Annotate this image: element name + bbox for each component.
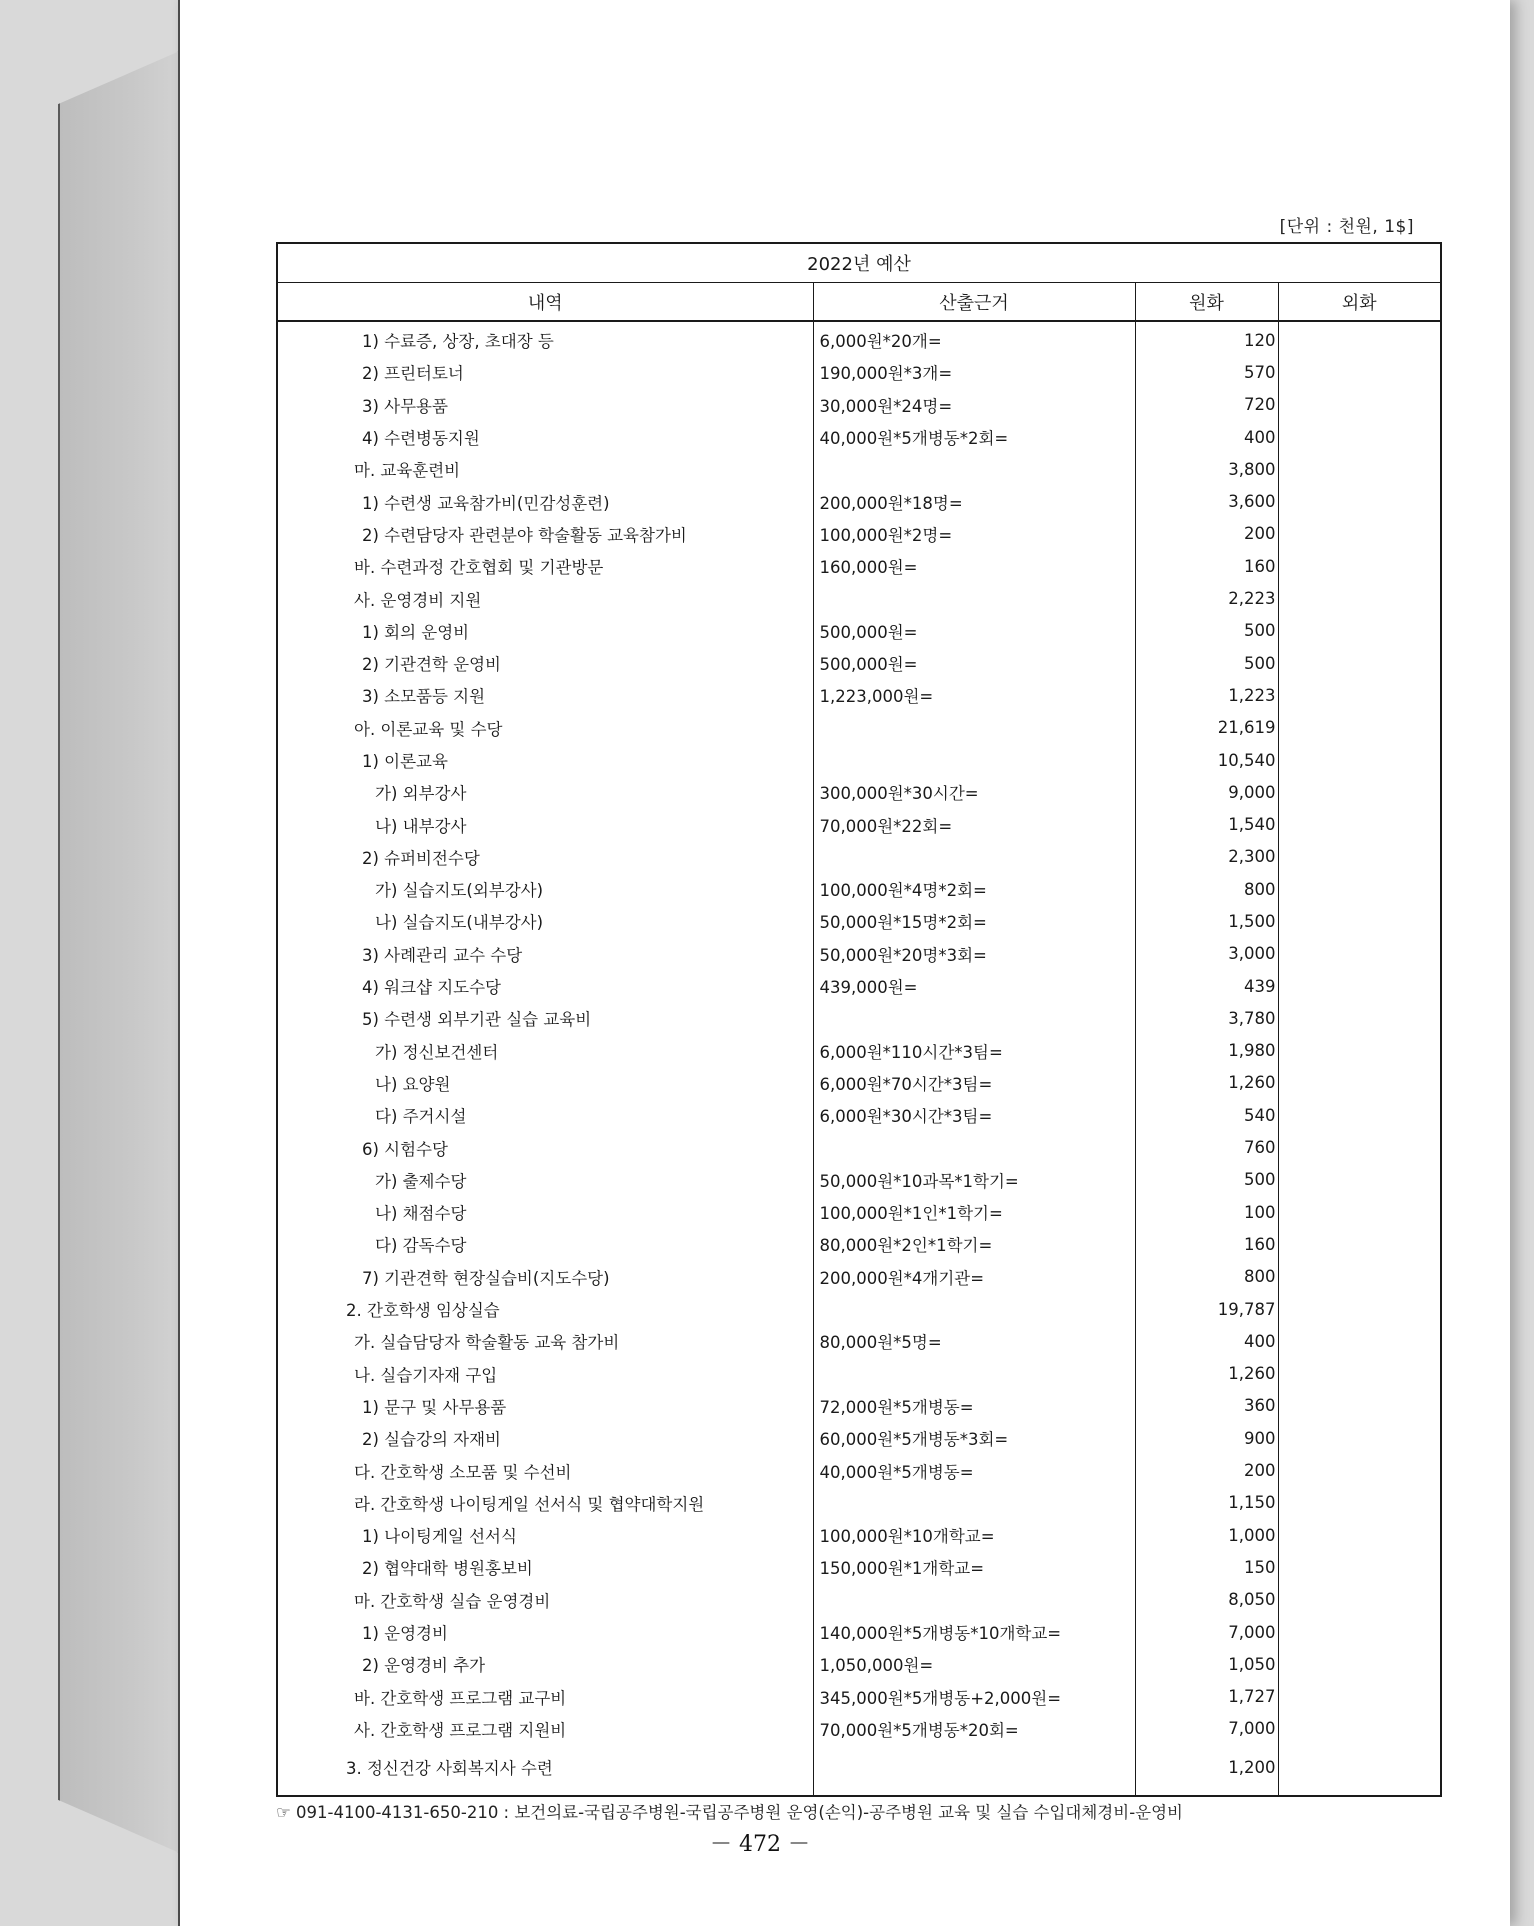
book-spine-edge (58, 50, 182, 1854)
cell-item: 마. 교육훈련비 (277, 453, 813, 485)
cell-basis (813, 744, 1135, 776)
cell-krw: 1,500 (1135, 905, 1278, 937)
cell-foreign (1278, 485, 1441, 517)
cell-basis (813, 1487, 1135, 1519)
table-row (277, 841, 1441, 873)
cell-item: 다) 감독수당 (277, 1228, 813, 1260)
table-row (277, 389, 1441, 421)
header-item: 내역 (277, 283, 813, 322)
table-row (277, 518, 1441, 550)
cell-krw: 3,600 (1135, 485, 1278, 517)
cell-foreign (1278, 582, 1441, 614)
cell-foreign (1278, 905, 1441, 937)
cell-krw: 900 (1135, 1422, 1278, 1454)
cell-item: 나) 채점수당 (277, 1196, 813, 1228)
cell-foreign (1278, 1035, 1441, 1067)
cell-basis (813, 1358, 1135, 1390)
cell-item: 7) 기관견학 현장실습비(지도수당) (277, 1261, 813, 1293)
cell-basis: 70,000원*5개병동*20회= (813, 1713, 1135, 1745)
cell-foreign (1278, 744, 1441, 776)
cell-foreign (1278, 615, 1441, 647)
cell-basis: 150,000원*1개학교= (813, 1551, 1135, 1583)
cell-item: 4) 수련병동지원 (277, 421, 813, 453)
cell-krw: 200 (1135, 518, 1278, 550)
header-basis: 산출근거 (813, 283, 1135, 322)
cell-foreign (1278, 356, 1441, 388)
table-row (277, 1293, 1441, 1325)
cell-foreign (1278, 1002, 1441, 1034)
cell-foreign (1278, 518, 1441, 550)
table-row (277, 1325, 1441, 1357)
cell-krw: 1,050 (1135, 1648, 1278, 1680)
cell-krw: 150 (1135, 1551, 1278, 1583)
cell-basis: 6,000원*30시간*3팀= (813, 1099, 1135, 1131)
cell-foreign (1278, 1551, 1441, 1583)
cell-basis: 6,000원*70시간*3팀= (813, 1067, 1135, 1099)
cell-basis: 50,000원*15명*2회= (813, 905, 1135, 937)
table-row (277, 1422, 1441, 1454)
cell-item: 2. 간호학생 임상실습 (277, 1293, 813, 1325)
account-code-footnote: ☞ 091-4100-4131-650-210 : 보건의료-국립공주병원-국립공주병원 운영(손익)-공주병원 교육 및 실습 수입대체경비-운영비 (276, 1803, 1183, 1822)
cell-foreign (1278, 1358, 1441, 1390)
cell-item: 3) 사무용품 (277, 389, 813, 421)
table-row (277, 1616, 1441, 1648)
cell-basis: 100,000원*4명*2회= (813, 873, 1135, 905)
cell-krw: 2,223 (1135, 582, 1278, 614)
cell-krw: 720 (1135, 389, 1278, 421)
cell-foreign (1278, 1584, 1441, 1616)
header-foreign: 외화 (1278, 283, 1441, 322)
cell-basis: 72,000원*5개병동= (813, 1390, 1135, 1422)
cell-basis: 6,000원*20개= (813, 321, 1135, 356)
cell-basis (813, 453, 1135, 485)
cell-foreign (1278, 1680, 1441, 1712)
table-row (277, 647, 1441, 679)
table-row (277, 1164, 1441, 1196)
cell-basis: 40,000원*5개병동*2회= (813, 421, 1135, 453)
cell-basis: 160,000원= (813, 550, 1135, 582)
cell-item: 2) 기관견학 운영비 (277, 647, 813, 679)
cell-basis (813, 1131, 1135, 1163)
table-row (277, 1002, 1441, 1034)
cell-basis: 439,000원= (813, 970, 1135, 1002)
cell-foreign (1278, 808, 1441, 840)
cell-item: 1) 이론교육 (277, 744, 813, 776)
cell-item: 6) 시험수당 (277, 1131, 813, 1163)
cell-basis: 30,000원*24명= (813, 389, 1135, 421)
cell-krw: 1,260 (1135, 1067, 1278, 1099)
cell-foreign (1278, 712, 1441, 744)
cell-basis (813, 1293, 1135, 1325)
page-number: － 472 － (710, 1832, 810, 1857)
cell-krw: 3,780 (1135, 1002, 1278, 1034)
cell-basis: 50,000원*20명*3회= (813, 938, 1135, 970)
cell-item: 3) 소모품등 지원 (277, 679, 813, 711)
cell-foreign (1278, 1131, 1441, 1163)
table-row (277, 1035, 1441, 1067)
cell-krw: 21,619 (1135, 712, 1278, 744)
cell-krw: 8,050 (1135, 1584, 1278, 1616)
table-row (277, 776, 1441, 808)
cell-krw: 500 (1135, 615, 1278, 647)
cell-foreign (1278, 1519, 1441, 1551)
cell-basis: 6,000원*110시간*3팀= (813, 1035, 1135, 1067)
cell-krw: 360 (1135, 1390, 1278, 1422)
table-row (277, 938, 1441, 970)
table-row (277, 1099, 1441, 1131)
cell-item: 2) 운영경비 추가 (277, 1648, 813, 1680)
table-row (277, 1745, 1441, 1796)
cell-item: 1) 나이팅게일 선서식 (277, 1519, 813, 1551)
cell-krw: 400 (1135, 421, 1278, 453)
cell-krw: 3,000 (1135, 938, 1278, 970)
cell-krw: 1,223 (1135, 679, 1278, 711)
cell-krw: 1,540 (1135, 808, 1278, 840)
cell-krw: 10,540 (1135, 744, 1278, 776)
cell-krw: 7,000 (1135, 1713, 1278, 1745)
cell-basis: 100,000원*2명= (813, 518, 1135, 550)
table-row (277, 356, 1441, 388)
table-row (277, 1551, 1441, 1583)
cell-krw: 1,200 (1135, 1745, 1278, 1796)
cell-basis (813, 582, 1135, 614)
cell-krw: 120 (1135, 321, 1278, 356)
cell-basis: 60,000원*5개병동*3회= (813, 1422, 1135, 1454)
cell-krw: 1,980 (1135, 1035, 1278, 1067)
cell-item: 1) 수료증, 상장, 초대장 등 (277, 321, 813, 356)
table-row (277, 550, 1441, 582)
cell-foreign (1278, 453, 1441, 485)
cell-item: 2) 슈퍼비전수당 (277, 841, 813, 873)
table-body (277, 321, 1441, 1796)
cell-item: 가) 실습지도(외부강사) (277, 873, 813, 905)
cell-basis: 100,000원*10개학교= (813, 1519, 1135, 1551)
table-title: 2022년 예산 (277, 243, 1441, 283)
cell-krw: 19,787 (1135, 1293, 1278, 1325)
table-row (277, 1713, 1441, 1745)
table-row (277, 1358, 1441, 1390)
cell-foreign (1278, 1648, 1441, 1680)
cell-foreign (1278, 1067, 1441, 1099)
cell-krw: 439 (1135, 970, 1278, 1002)
cell-krw: 2,300 (1135, 841, 1278, 873)
cell-foreign (1278, 1390, 1441, 1422)
cell-basis: 345,000원*5개병동+2,000원= (813, 1680, 1135, 1712)
cell-item: 1) 문구 및 사무용품 (277, 1390, 813, 1422)
table-row (277, 712, 1441, 744)
cell-foreign (1278, 1196, 1441, 1228)
table-row (277, 1131, 1441, 1163)
table-row (277, 1680, 1441, 1712)
cell-basis: 200,000원*18명= (813, 485, 1135, 517)
cell-basis: 50,000원*10과목*1학기= (813, 1164, 1135, 1196)
table-row (277, 1261, 1441, 1293)
cell-foreign (1278, 1261, 1441, 1293)
cell-foreign (1278, 873, 1441, 905)
cell-foreign (1278, 421, 1441, 453)
cell-basis: 190,000원*3개= (813, 356, 1135, 388)
cell-item: 마. 간호학생 실습 운영경비 (277, 1584, 813, 1616)
document-page (178, 0, 1510, 1926)
cell-krw: 7,000 (1135, 1616, 1278, 1648)
cell-krw: 3,800 (1135, 453, 1278, 485)
cell-krw: 540 (1135, 1099, 1278, 1131)
cell-basis: 500,000원= (813, 647, 1135, 679)
cell-item: 4) 워크샵 지도수당 (277, 970, 813, 1002)
cell-foreign (1278, 1616, 1441, 1648)
table-row (277, 1454, 1441, 1486)
cell-basis (813, 1745, 1135, 1796)
header-krw: 원화 (1135, 283, 1278, 322)
cell-foreign (1278, 1325, 1441, 1357)
cell-basis (813, 841, 1135, 873)
cell-foreign (1278, 938, 1441, 970)
cell-basis: 100,000원*1인*1학기= (813, 1196, 1135, 1228)
cell-item: 사. 간호학생 프로그램 지원비 (277, 1713, 813, 1745)
cell-basis (813, 1002, 1135, 1034)
cell-foreign (1278, 970, 1441, 1002)
cell-basis: 1,223,000원= (813, 679, 1135, 711)
table-row (277, 873, 1441, 905)
table-row (277, 615, 1441, 647)
table-row (277, 808, 1441, 840)
cell-krw: 1,150 (1135, 1487, 1278, 1519)
cell-foreign (1278, 647, 1441, 679)
cell-foreign (1278, 841, 1441, 873)
cell-krw: 200 (1135, 1454, 1278, 1486)
cell-foreign (1278, 1713, 1441, 1745)
cell-basis: 1,050,000원= (813, 1648, 1135, 1680)
cell-item: 3. 정신건강 사회복지사 수련 (277, 1745, 813, 1796)
cell-basis: 140,000원*5개병동*10개학교= (813, 1616, 1135, 1648)
cell-foreign (1278, 1099, 1441, 1131)
cell-basis (813, 1584, 1135, 1616)
table-row (277, 485, 1441, 517)
cell-krw: 500 (1135, 647, 1278, 679)
cell-item: 아. 이론교육 및 수당 (277, 712, 813, 744)
cell-item: 가) 정신보건센터 (277, 1035, 813, 1067)
cell-krw: 9,000 (1135, 776, 1278, 808)
table-row (277, 1487, 1441, 1519)
table-row (277, 970, 1441, 1002)
cell-item: 다) 주거시설 (277, 1099, 813, 1131)
table-row (277, 1067, 1441, 1099)
table-row (277, 1228, 1441, 1260)
cell-item: 가) 외부강사 (277, 776, 813, 808)
table-row (277, 1196, 1441, 1228)
cell-krw: 160 (1135, 1228, 1278, 1260)
cell-krw: 1,727 (1135, 1680, 1278, 1712)
cell-krw: 1,000 (1135, 1519, 1278, 1551)
cell-item: 2) 프린터토너 (277, 356, 813, 388)
cell-foreign (1278, 1745, 1441, 1796)
cell-item: 사. 운영경비 지원 (277, 582, 813, 614)
cell-krw: 500 (1135, 1164, 1278, 1196)
unit-label: [단위 : 천원, 1$] (1279, 217, 1414, 237)
cell-foreign (1278, 1487, 1441, 1519)
cell-krw: 760 (1135, 1131, 1278, 1163)
cell-item: 5) 수련생 외부기관 실습 교육비 (277, 1002, 813, 1034)
cell-krw: 100 (1135, 1196, 1278, 1228)
cell-item: 바. 간호학생 프로그램 교구비 (277, 1680, 813, 1712)
cell-basis: 80,000원*2인*1학기= (813, 1228, 1135, 1260)
table-row (277, 421, 1441, 453)
cell-foreign (1278, 550, 1441, 582)
table-row (277, 582, 1441, 614)
cell-basis: 500,000원= (813, 615, 1135, 647)
cell-item: 나) 내부강사 (277, 808, 813, 840)
cell-item: 바. 수련과정 간호협회 및 기관방문 (277, 550, 813, 582)
cell-foreign (1278, 1164, 1441, 1196)
cell-basis: 80,000원*5명= (813, 1325, 1135, 1357)
table-row (277, 453, 1441, 485)
cell-item: 나) 요양원 (277, 1067, 813, 1099)
table-row (277, 1390, 1441, 1422)
cell-item: 나) 실습지도(내부강사) (277, 905, 813, 937)
cell-foreign (1278, 389, 1441, 421)
cell-foreign (1278, 776, 1441, 808)
budget-table (276, 242, 1442, 1797)
cell-foreign (1278, 1293, 1441, 1325)
cell-krw: 800 (1135, 873, 1278, 905)
cell-item: 가) 출제수당 (277, 1164, 813, 1196)
cell-basis: 40,000원*5개병동= (813, 1454, 1135, 1486)
cell-item: 나. 실습기자재 구입 (277, 1358, 813, 1390)
table-row (277, 1584, 1441, 1616)
cell-item: 라. 간호학생 나이팅게일 선서식 및 협약대학지원 (277, 1487, 813, 1519)
cell-item: 1) 수련생 교육참가비(민감성훈련) (277, 485, 813, 517)
table-row (277, 679, 1441, 711)
cell-item: 2) 수련담당자 관련분야 학술활동 교육참가비 (277, 518, 813, 550)
cell-krw: 160 (1135, 550, 1278, 582)
cell-item: 다. 간호학생 소모품 및 수선비 (277, 1454, 813, 1486)
cell-item: 1) 운영경비 (277, 1616, 813, 1648)
cell-basis: 300,000원*30시간= (813, 776, 1135, 808)
cell-basis (813, 712, 1135, 744)
cell-krw: 1,260 (1135, 1358, 1278, 1390)
cell-foreign (1278, 1228, 1441, 1260)
cell-item: 3) 사례관리 교수 수당 (277, 938, 813, 970)
cell-foreign (1278, 1454, 1441, 1486)
cell-item: 가. 실습담당자 학술활동 교육 참가비 (277, 1325, 813, 1357)
cell-item: 2) 협약대학 병원홍보비 (277, 1551, 813, 1583)
cell-foreign (1278, 1422, 1441, 1454)
cell-foreign (1278, 679, 1441, 711)
cell-krw: 570 (1135, 356, 1278, 388)
cell-basis: 200,000원*4개기관= (813, 1261, 1135, 1293)
table-row (277, 321, 1441, 356)
cell-foreign (1278, 321, 1441, 356)
cell-basis: 70,000원*22회= (813, 808, 1135, 840)
cell-krw: 400 (1135, 1325, 1278, 1357)
table-row (277, 905, 1441, 937)
cell-item: 1) 회의 운영비 (277, 615, 813, 647)
table-row (277, 1648, 1441, 1680)
table-row (277, 744, 1441, 776)
cell-item: 2) 실습강의 자재비 (277, 1422, 813, 1454)
table-row (277, 1519, 1441, 1551)
cell-krw: 800 (1135, 1261, 1278, 1293)
